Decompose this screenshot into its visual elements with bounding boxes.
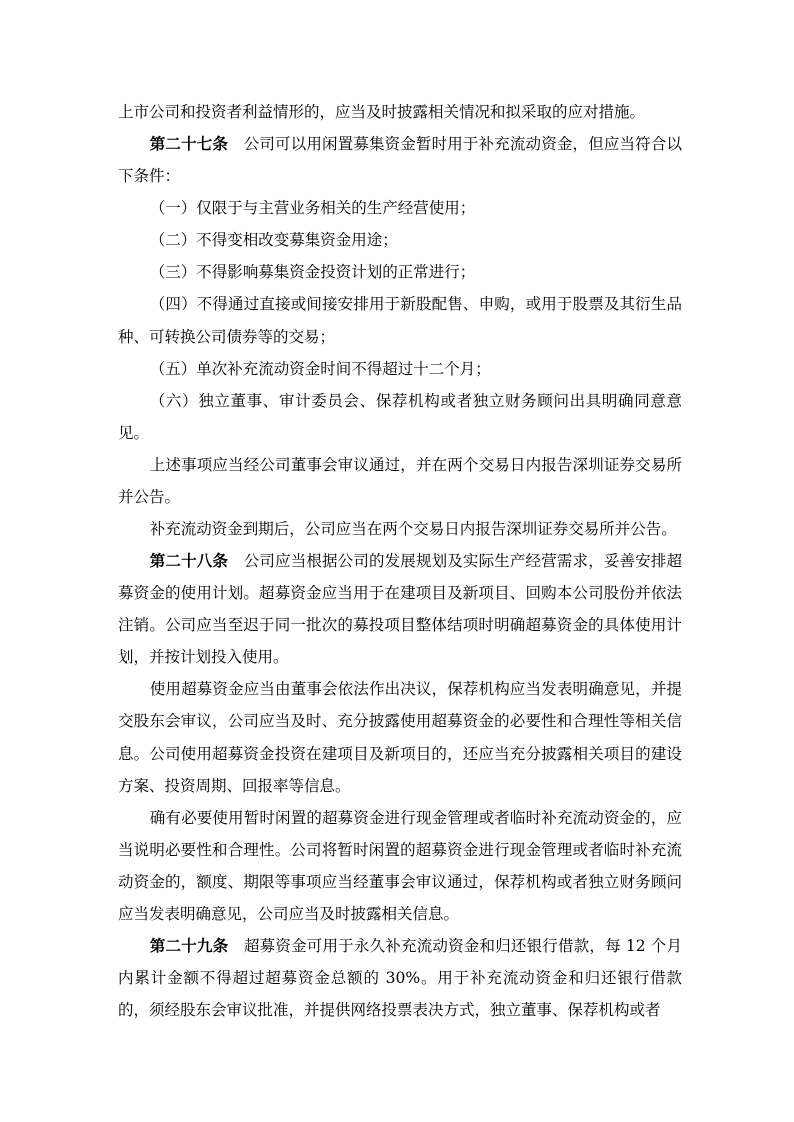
paragraph-28-2: 使用超募资金应当由董事会依法作出决议，保荐机构应当发表明确意见，并提交股东会审议，公司应当及时、充分披露使用超募资金的必要性和合理性等相关信息。公司使用超募资金投资在建项目及新项目的，还应当充分披露相关项目的建设方案、投资周期、回报率等信息。	[118, 680, 682, 795]
paragraph-item-4: （四）不得通过直接或间接安排用于新股配售、申购，或用于股票及其衍生品种、可转换公司债券等的交易；	[118, 295, 682, 346]
paragraph-item-5: （五）单次补充流动资金时间不得超过十二个月；	[149, 359, 491, 378]
paragraph-approval: 上述事项应当经公司董事会审议通过，并在两个交易日内报告深圳证券交易所并公告。	[118, 455, 682, 506]
article-29-text: 超募资金可用于永久补充流动资金和归还银行借款，每 12 个月内累计金额不得超过超募资金总额的 30%。用于补充流动资金和归还银行借款的，须经股东会审议批准，并提供网络投票表决方式，独立董事、保荐机构或者	[118, 937, 682, 1020]
article-number-27: 第二十七条	[149, 134, 229, 154]
article-27-text: 公司可以用闲置募集资金暂时用于补充流动资金，但应当符合以下条件：	[118, 135, 682, 186]
paragraph-article-29	[118, 930, 682, 1026]
article-28-text: 公司应当根据公司的发展规划及实际生产经营需求，妥善安排超募资金的使用计划。超募资金应当用于在建项目及新项目、回购本公司股份并依法注销。公司应当至迟于同一批次的募投项目整体结项时明确超募资金的具体使用计划，并按计划投入使用。	[118, 552, 682, 667]
paragraph-item-1: （一）仅限于与主营业务相关的生产经营使用；	[149, 199, 476, 218]
paragraph-article-28	[118, 545, 682, 673]
paragraph-expiry: 补充流动资金到期后，公司应当在两个交易日内报告深圳证券交易所并公告。	[149, 520, 677, 539]
article-number-28: 第二十八条	[149, 551, 229, 571]
paragraph-item-3: （三）不得影响募集资金投资计划的正常进行；	[149, 263, 476, 282]
paragraph-item-2: （二）不得变相改变募集资金用途；	[149, 231, 398, 250]
paragraph-item-6: （六）独立董事、审计委员会、保荐机构或者独立财务顾问出具明确同意意见。	[118, 391, 682, 442]
paragraph-article-27	[118, 128, 682, 192]
document-body	[118, 96, 682, 1026]
paragraph-continuation: 上市公司和投资者利益情形的，应当及时披露相关情况和拟采取的应对措施。	[118, 103, 646, 121]
paragraph-28-3: 确有必要使用暂时闲置的超募资金进行现金管理或者临时补充流动资金的，应当说明必要性和合理性。公司将暂时闲置的超募资金进行现金管理或者临时补充流动资金的，额度、期限等事项应当经董事会审议通过，保荐机构或者独立财务顾问应当发表明确意见，公司应当及时披露相关信息。	[118, 808, 682, 923]
article-number-29: 第二十九条	[149, 936, 229, 956]
